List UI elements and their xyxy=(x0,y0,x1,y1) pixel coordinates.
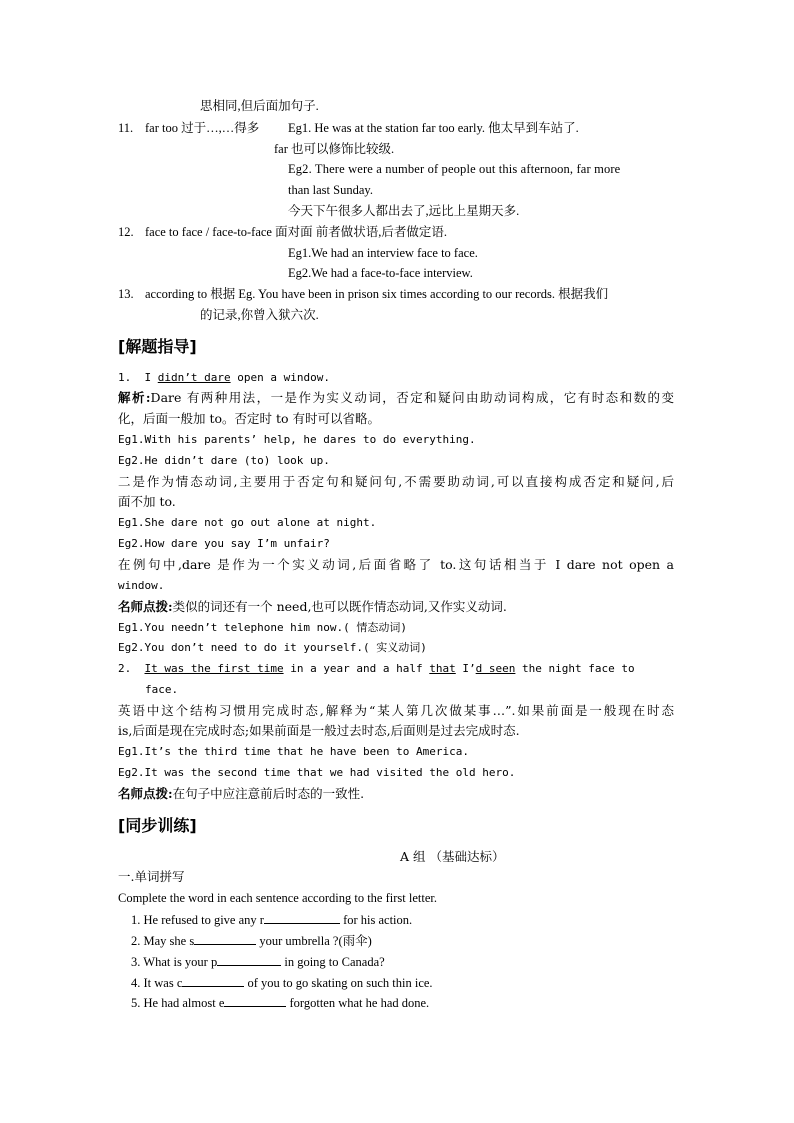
example-4: Eg2.How dare you say I’m unfair? xyxy=(118,537,330,550)
exercise-item-4: 4. It was c of you to go skating on such thin ice. xyxy=(131,976,433,990)
training-heading: [同步训练] xyxy=(118,816,197,835)
item-13-text-cont: 的记录,你曾入狱六次. xyxy=(200,308,319,322)
item-11-term: far too 过于…,…得多 xyxy=(145,121,260,135)
analysis-label: 解析: xyxy=(118,390,151,405)
teacher-tip-label: 名师点拨: xyxy=(118,599,173,614)
analysis-line-1: 解析:Dare 有两种用法，一是作为实义动词，否定和疑问由助动词构成，它有时态和数的变 xyxy=(118,390,674,405)
item-12-eg2: Eg2.We had a face-to-face interview. xyxy=(288,266,473,280)
answer-blank[interactable] xyxy=(217,953,281,966)
item-11-eg2a: Eg2. There were a number of people out this afternoon, far more xyxy=(288,162,621,176)
answer-blank[interactable] xyxy=(264,911,340,924)
paragraph-4-line-2: is,后面是现在完成时态;如果前面是一般过去时态,后面则是过去完成时态. xyxy=(118,723,520,738)
exercise-item-5: 5. He had almost e forgotten what he had done. xyxy=(131,996,430,1010)
exercise-item-1: 1. He refused to give any r for his action. xyxy=(131,913,413,927)
question-2-number: 2. xyxy=(118,662,132,675)
guide-heading: [解题指导] xyxy=(118,337,197,356)
paragraph-3-line-1: 在例句中,dare 是作为一个实义动词,后面省略了 to.这句话相当于 I dare not open a xyxy=(118,557,674,572)
vocab-line-continuation: 思相同,但后面加句子. xyxy=(200,99,319,113)
example-5: Eg1.You needn’t telephone him now.( 情态动词) xyxy=(118,621,408,634)
example-8: Eg2.It was the second time that we had visited the old hero. xyxy=(118,766,516,779)
teacher-tip-2: 名师点拨:在句子中应注意前后时态的一致性. xyxy=(118,786,365,801)
question-1-underlined: didn’t dare xyxy=(157,371,231,384)
item-13-text: according to 根据 Eg. You have been in prison six times according to our records. 根据我们 xyxy=(145,287,609,301)
teacher-tip-1: 名师点拨:类似的词还有一个 need,也可以既作情态动词,又作实义动词. xyxy=(118,599,507,614)
question-1-pre: I xyxy=(144,371,158,384)
question-1-number: 1. xyxy=(118,371,132,384)
teacher-tip-2-label: 名师点拨: xyxy=(118,786,173,801)
item-11-number: 11. xyxy=(118,121,134,135)
question-2-cont: face. xyxy=(145,683,179,696)
paragraph-2-line-2: 面不加 to. xyxy=(118,494,176,509)
item-13-number: 13. xyxy=(118,287,134,301)
example-3: Eg1.She dare not go out alone at night. xyxy=(118,516,377,529)
item-11-eg2c: 今天下午很多人都出去了,远比上星期天多. xyxy=(288,204,520,218)
example-1: Eg1.With his parents’ help, he dares to do everything. xyxy=(118,433,476,446)
paragraph-3-line-2: window. xyxy=(118,579,165,592)
item-12-eg1: Eg1.We had an interview face to face. xyxy=(288,246,478,260)
analysis-line-2: 化，后面一般加 to。否定时 to 有时可以省略。 xyxy=(118,411,381,426)
item-12-number: 12. xyxy=(118,225,134,239)
example-2: Eg2.He didn’t dare (to) look up. xyxy=(118,454,330,467)
group-title: A 组 （基础达标） xyxy=(400,849,505,864)
section-title: 一.单词拼写 xyxy=(118,869,185,884)
question-2: 2. It was the first time in a year and a half that I’d seen the night face to xyxy=(118,662,635,675)
item-11-eg2b: than last Sunday. xyxy=(288,183,373,197)
example-6: Eg2.You don’t need to do it yourself.( 实义动词) xyxy=(118,641,427,654)
item-12-term: face to face / face-to-face 面对面 前者做状语,后者做定语. xyxy=(145,225,447,239)
answer-blank[interactable] xyxy=(194,932,256,945)
example-7: Eg1.It’s the third time that he have been to America. xyxy=(118,745,469,758)
item-11-note: far 也可以修饰比较级. xyxy=(274,142,395,156)
instruction: Complete the word in each sentence according to the first letter. xyxy=(118,891,437,905)
answer-blank[interactable] xyxy=(224,994,286,1007)
item-11-eg1: Eg1. He was at the station far too early. 他太早到车站了. xyxy=(288,121,579,135)
question-1-post: open a window. xyxy=(230,371,330,384)
answer-blank[interactable] xyxy=(182,974,244,987)
exercise-item-2: 2. May she s your umbrella ?(雨伞) xyxy=(131,934,372,948)
paragraph-2-line-1: 二是作为情态动词,主要用于否定句和疑问句,不需要助动词,可以直接构成否定和疑问,后 xyxy=(118,474,674,489)
exercise-item-3: 3. What is your p in going to Canada? xyxy=(131,955,385,969)
paragraph-4-line-1: 英语中这个结构习惯用完成时态,解释为“某人第几次做某事…”.如果前面是一般现在时态 xyxy=(118,703,674,718)
question-1 xyxy=(118,370,330,386)
